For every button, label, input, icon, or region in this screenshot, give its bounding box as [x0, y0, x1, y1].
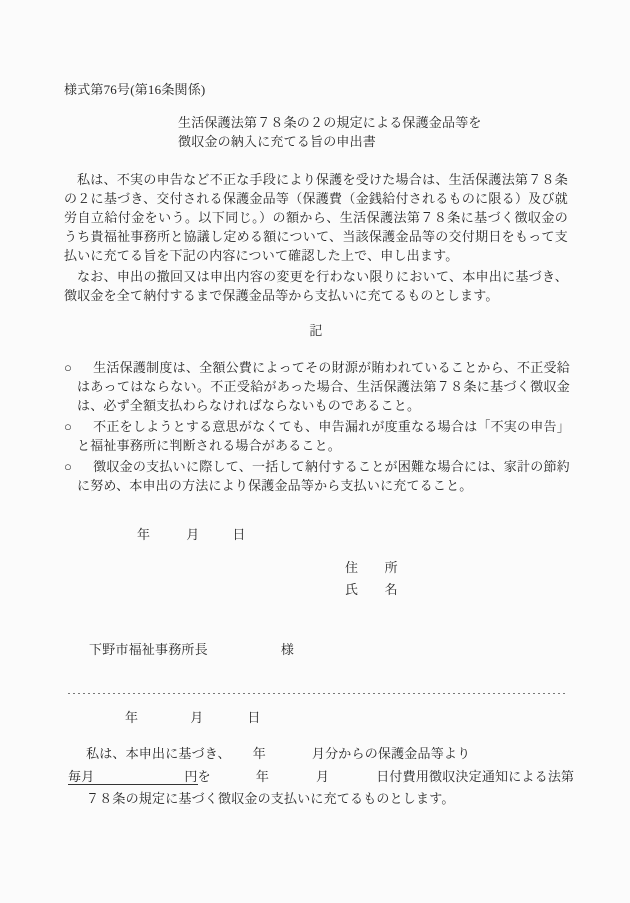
recipient-name: 下野市福祉事務所長: [89, 642, 208, 657]
year-label: 年: [252, 746, 266, 761]
lower-statement-line2: [68, 767, 574, 786]
day-label: 日: [247, 710, 261, 725]
bullet-marker: ○: [64, 419, 73, 434]
document-title-line2: 徴収金の納入に充てる旨の申出書: [178, 134, 377, 149]
day-label: 日: [232, 527, 246, 542]
particle-label: を: [197, 769, 211, 784]
recipient-row: [89, 640, 294, 659]
notice-suffix: 日付費用徴収決定通知による法第: [376, 769, 575, 784]
month-label: 月: [186, 527, 200, 542]
list-item: [64, 358, 570, 415]
date-row-upper: [137, 525, 246, 544]
lower-statement-line3: ７８条の規定に基づく徴収金の支払いに充てるものとします。: [86, 791, 455, 806]
bullet-marker: ○: [64, 360, 73, 375]
main-paragraph-1: 私は、不実の申告など不正な手段により保護を受けた場合は、生活保護法第７８条の２に基づき、交付される保護金品等（保護費（金銭給付されるものに限る）及び就労自立給付金をいう。以下同じ。）の額から、生活保護法第７８条に基づく徴収金のうち貴福祉事務所と協議し定める額について、当該保護金品等の交付期日をもって支払いに充てる旨を下記の内容について確認した上で、申し出ます。: [64, 172, 568, 263]
ki-heading: 記: [309, 323, 323, 338]
yen-label: 円: [184, 769, 198, 784]
document-title-line1: 生活保護法第７８条の２の規定による保護金品等を: [178, 115, 482, 130]
statement-prefix: 私は、本申出に基づき、: [86, 746, 231, 761]
section-divider: [68, 693, 565, 694]
notes-list: [64, 358, 570, 497]
address-label: 住 所: [345, 560, 398, 575]
statement-suffix: 月分からの保護金品等より: [311, 746, 471, 761]
name-label: 氏 名: [345, 582, 398, 597]
document-title: [178, 113, 482, 151]
main-body: [64, 170, 568, 305]
year-label: 年: [125, 710, 139, 725]
list-item: [64, 417, 570, 455]
monthly-label: 毎月: [68, 769, 95, 784]
date-row-lower: [125, 708, 261, 727]
honorific-label: 様: [280, 642, 295, 657]
list-item: [64, 457, 570, 495]
signature-block: [345, 558, 398, 602]
form-number: 様式第76号(第16条関係): [64, 82, 206, 97]
year-label: 年: [255, 769, 270, 784]
month-label: 月: [190, 710, 204, 725]
year-label: 年: [137, 527, 151, 542]
bullet-text: 徴収金の支払いに際して、一括して納付することが困難な場合には、家計の節約に努め、本申出の方法により保護金品等から支払いに充てること。: [77, 459, 570, 493]
monthly-amount-underline: [68, 769, 198, 785]
bullet-marker: ○: [64, 459, 73, 474]
amount-blank-field: [94, 768, 184, 781]
lower-statement-line1: [86, 744, 470, 763]
main-paragraph-2: なお、申出の撤回又は申出内容の変更を行わない限りにおいて、本申出に基づき、徴収金を全て納付するまで保護金品等から支払いに充てるものとします。: [64, 269, 568, 303]
month-label: 月: [316, 769, 330, 784]
bullet-text: 不正をしようとする意思がなくても、申告漏れが度重なる場合は「不実の申告」と福祉事務所に判断される場合があること。: [77, 419, 570, 453]
bullet-text: 生活保護制度は、全額公費によってその財源が賄われていることから、不正受給はあってはならない。不正受給があった場合、生活保護法第７８条に基づく徴収金は、必ず全額支払わらなければならないものであること。: [77, 360, 570, 413]
